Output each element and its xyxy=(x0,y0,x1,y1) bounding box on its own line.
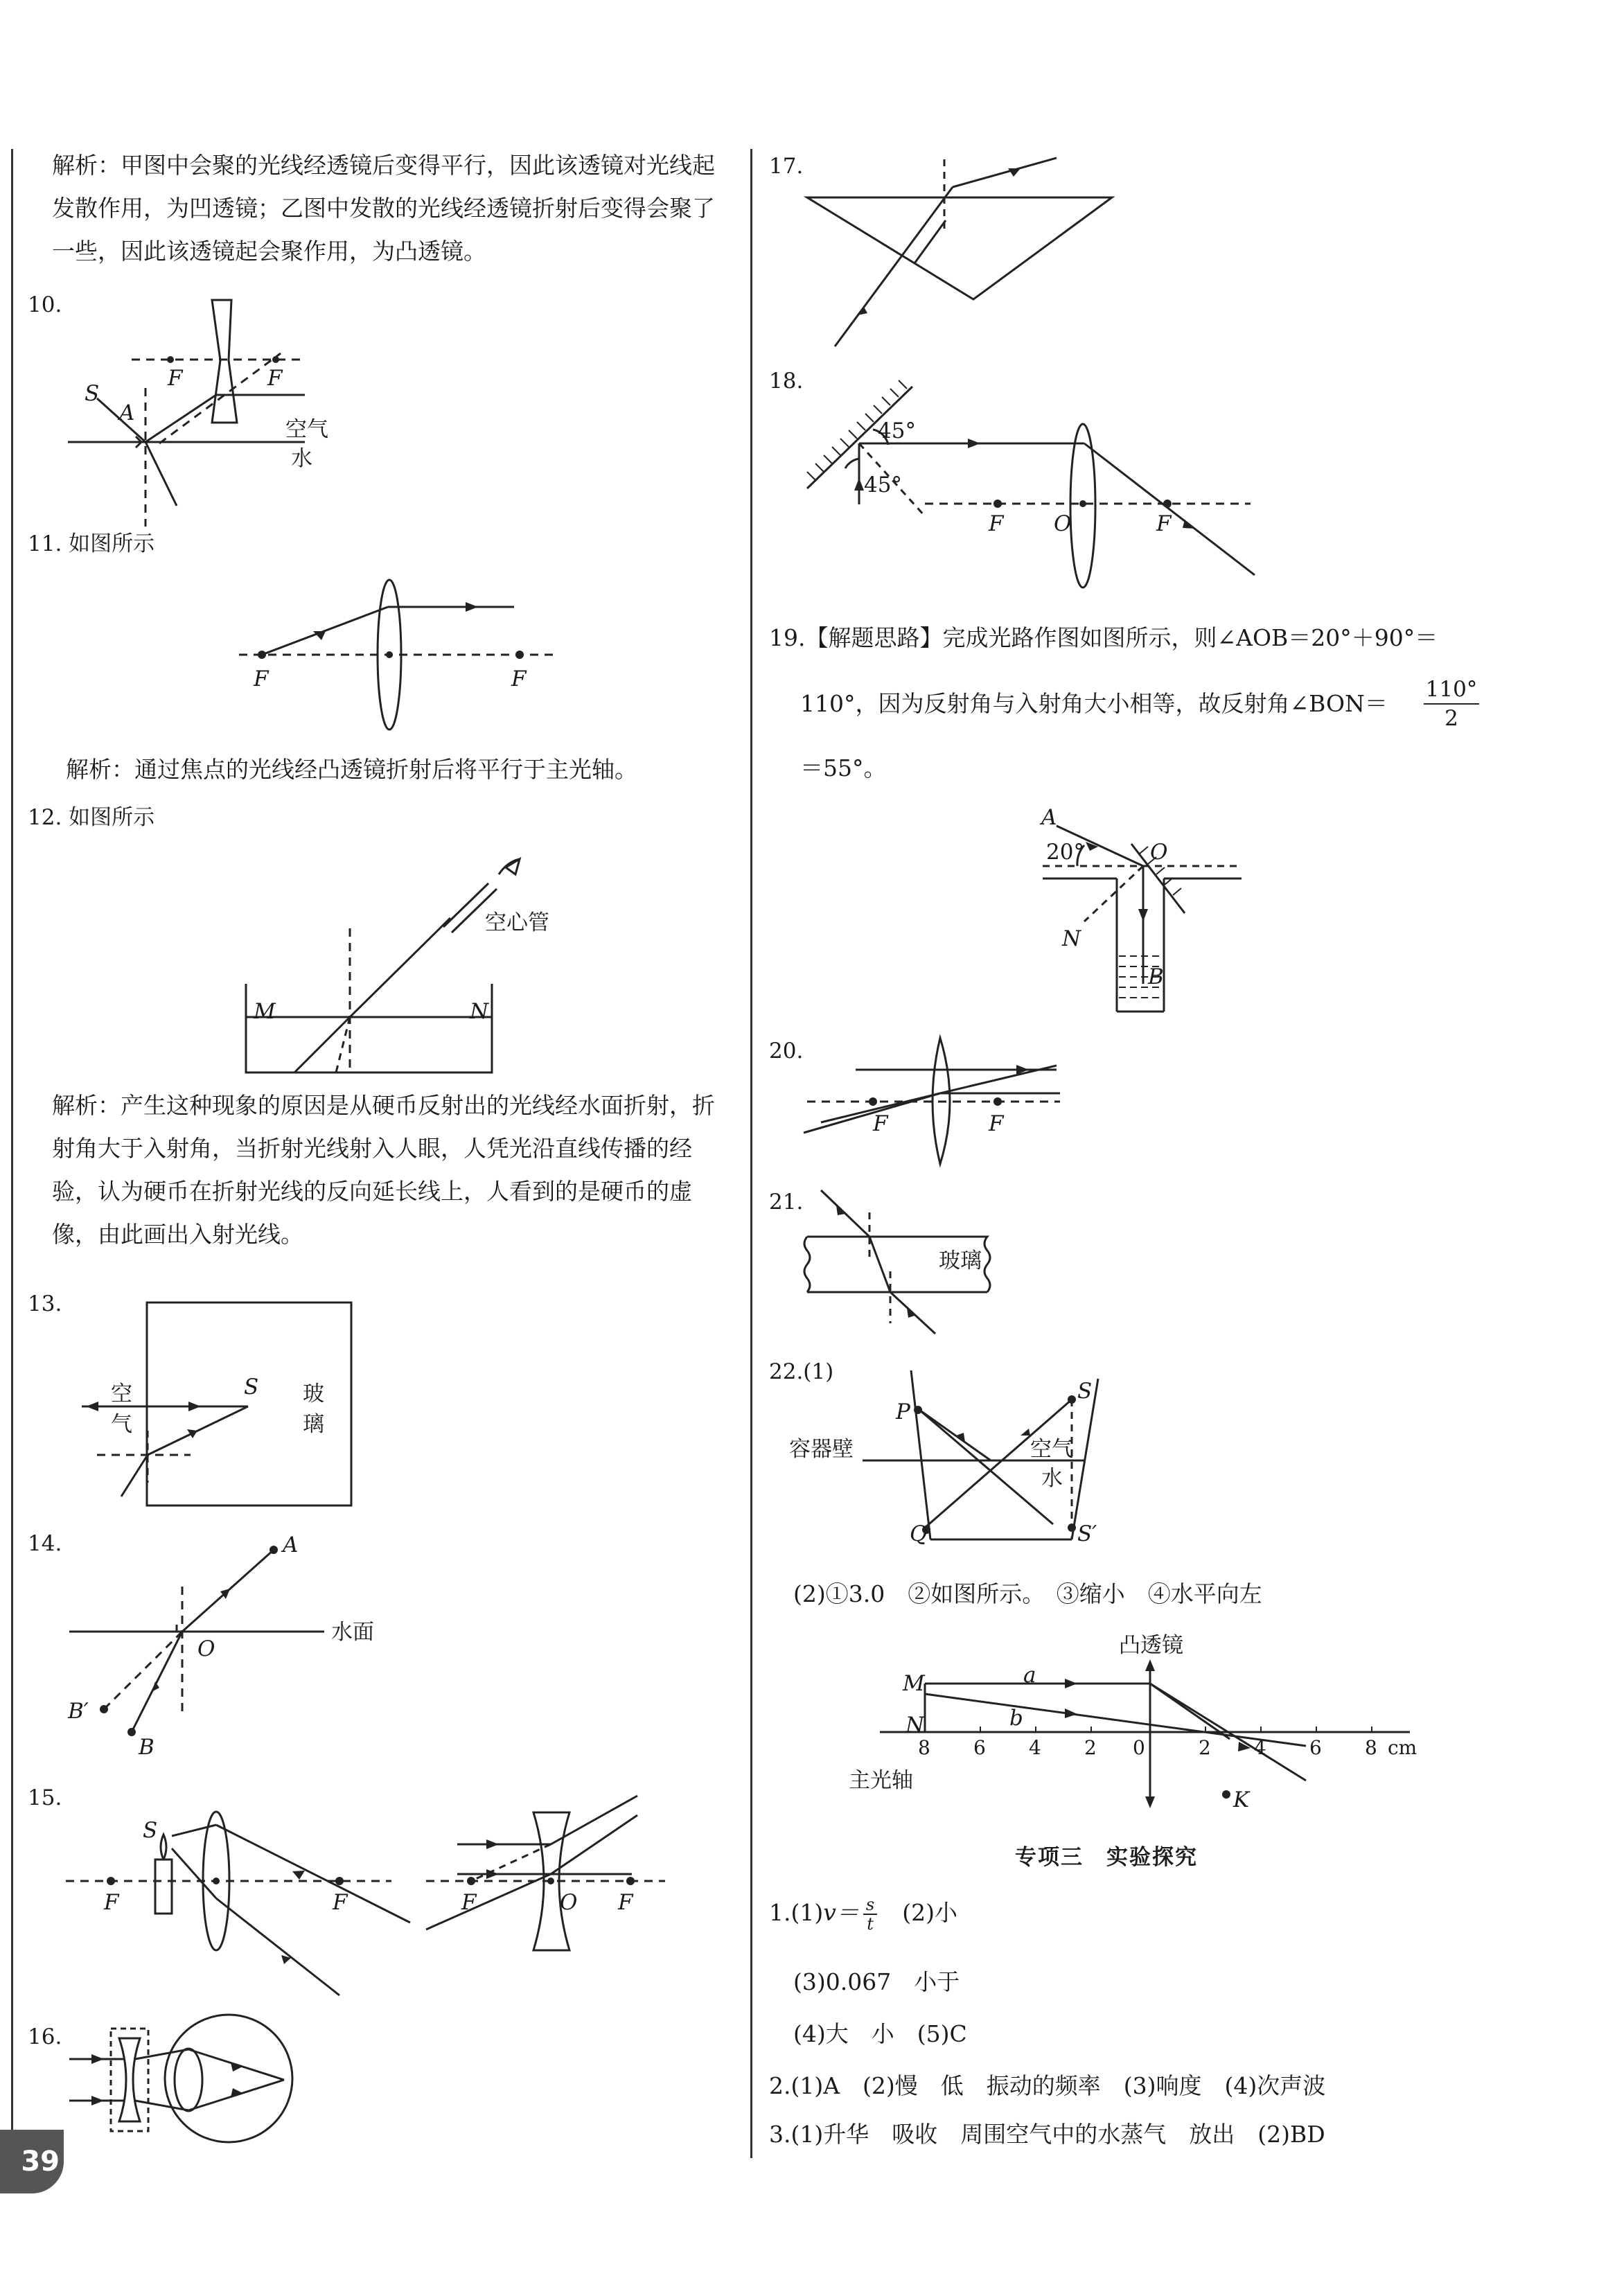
q20-number: 20. xyxy=(769,1039,804,1063)
tick-label: 8 xyxy=(1365,1736,1377,1759)
q22-label-K: K xyxy=(1233,1787,1250,1812)
q13-label-glass1: 玻 xyxy=(303,1381,324,1406)
tick-label: 0 xyxy=(1133,1736,1145,1759)
q11-analysis: 解析：通过焦点的光线经凸透镜折射后将平行于主光轴。 xyxy=(66,756,637,783)
q16-diagram xyxy=(0,0,752,2296)
tick-unit: cm xyxy=(1388,1736,1417,1759)
tick-label: 4 xyxy=(1254,1736,1266,1759)
q13-label-glass2: 璃 xyxy=(303,1412,324,1437)
exp1-line1 xyxy=(769,1891,957,1934)
q11-label-F1: F xyxy=(254,666,269,691)
q15-label-F4: F xyxy=(618,1890,633,1915)
q17-number: 17. xyxy=(769,154,804,179)
q22-label-air: 空气 xyxy=(1030,1437,1073,1462)
q22-label-N: N xyxy=(905,1713,925,1738)
q10-label-A: A xyxy=(119,400,135,425)
q12-analysis: 解析：产生这种现象的原因是从硬币反射出的光线经水面折射，折射角大于入射角，当折射光线射入人眼，人凭光沿直线传播的经验，认为硬币在折射光线的反向延长线上，人看到的是硬币的虚像，由此画出入射光线。 xyxy=(52,1092,715,1248)
q19-line3: ＝55°。 xyxy=(800,754,887,781)
q22-label-a: a xyxy=(1023,1663,1036,1688)
exp1-line2: (3)0.067 小于 xyxy=(793,1968,960,1995)
exp1-formula-num: s xyxy=(863,1896,877,1915)
q12-label-M: M xyxy=(254,999,276,1024)
exp1-prefix: 1.(1) xyxy=(769,1899,824,1926)
q14-label-surface: 水面 xyxy=(331,1620,374,1645)
q13-label-S: S xyxy=(244,1375,259,1399)
q22-label-wall: 容器壁 xyxy=(789,1437,854,1462)
q22-label-lens: 凸透镜 xyxy=(1119,1633,1183,1658)
tick-label: 2 xyxy=(1084,1736,1097,1759)
q19-label-N: N xyxy=(1062,926,1081,951)
q15-number: 15. xyxy=(28,1785,62,1810)
q19-fraction-numerator: 110° xyxy=(1424,675,1479,705)
tick-label: 2 xyxy=(1199,1736,1211,1759)
q10-label-water: 水 xyxy=(291,446,312,471)
q14-label-Bp: B′ xyxy=(68,1699,89,1724)
q14-number: 14. xyxy=(28,1531,62,1556)
q22-label-Q: Q xyxy=(910,1521,928,1546)
q22-diagram2 xyxy=(752,0,1599,2296)
q15-label-O: O xyxy=(560,1890,578,1915)
q22-label-S: S xyxy=(1077,1379,1093,1404)
q14-label-A: A xyxy=(283,1533,299,1557)
right-column xyxy=(752,0,1599,2296)
q18-label-angle2: 45° xyxy=(864,473,902,497)
section-title: 专项三 实验探究 xyxy=(1015,1845,1198,1870)
tick-label: 6 xyxy=(973,1736,986,1759)
q10-label-air: 空气 xyxy=(285,417,328,442)
q22-number: 22.(1) xyxy=(769,1359,834,1384)
q10-number: 10. xyxy=(28,292,62,317)
q22-label-Sp: S′ xyxy=(1077,1521,1097,1546)
q22-label-axis: 主光轴 xyxy=(849,1768,913,1793)
q13-number: 13. xyxy=(28,1291,62,1316)
q22-label-water: 水 xyxy=(1041,1466,1063,1491)
q15-label-F1: F xyxy=(104,1890,119,1915)
q12-number: 12. 如图所示 xyxy=(28,805,155,830)
q10-label-S: S xyxy=(85,381,100,406)
tick-label: 6 xyxy=(1309,1736,1322,1759)
q18-number: 18. xyxy=(769,369,804,394)
q19-label-A: A xyxy=(1041,805,1057,830)
q19-line2: 110°，因为反射角与入射角大小相等，故反射角∠BON＝ xyxy=(800,690,1388,717)
q22-part2: (2)①3.0 ②如图所示。 ③缩小 ④水平向左 xyxy=(793,1580,1262,1607)
exp1-part2: (2)小 xyxy=(902,1899,957,1926)
q20-label-F2: F xyxy=(989,1111,1004,1136)
item9-analysis: 解析：甲图中会聚的光线经透镜后变得平行，因此该透镜对光线起发散作用，为凹透镜；乙图中发散的光线经透镜折射后变得会聚了一些，因此该透镜起会聚作用，为凸透镜。 xyxy=(52,152,715,265)
q18-label-angle1: 45° xyxy=(878,418,916,443)
q15-label-F2: F xyxy=(333,1890,348,1915)
page-number: 39 xyxy=(0,2130,64,2193)
q19-label-angle: 20° xyxy=(1046,840,1084,865)
q21-number: 21. xyxy=(769,1190,804,1215)
exp1-line3: (4)大 小 (5)C xyxy=(793,2020,967,2047)
q15-label-S: S xyxy=(143,1818,158,1843)
q18-label-O: O xyxy=(1054,511,1072,536)
tick-label: 8 xyxy=(918,1736,930,1759)
exp2-line: 2.(1)A (2)慢 低 振动的频率 (3)响度 (4)次声波 xyxy=(769,2072,1326,2099)
q13-label-air1: 空 xyxy=(111,1381,132,1406)
q18-label-F2: F xyxy=(1156,511,1172,536)
q15-label-F3: F xyxy=(461,1890,477,1915)
q19-line1: 19.【解题思路】完成光路作图如图所示，则∠AOB＝20°＋90°＝ xyxy=(769,624,1438,651)
exp3-line: 3.(1)升华 吸收 周围空气中的水蒸气 放出 (2)BD xyxy=(769,2121,1325,2148)
q14-label-B: B xyxy=(139,1735,154,1760)
q22-label-b: b xyxy=(1009,1706,1023,1731)
q12-label-N: N xyxy=(470,999,489,1024)
exp1-formula-lhs: v＝ xyxy=(823,1899,859,1926)
q13-label-air2: 气 xyxy=(111,1412,132,1437)
q10-label-F2: F xyxy=(267,366,283,391)
q14-label-O: O xyxy=(197,1636,215,1661)
q10-label-F1: F xyxy=(168,366,183,391)
q20-label-F1: F xyxy=(873,1111,888,1136)
exp1-formula-frac xyxy=(863,1896,877,1933)
q11-number: 11. 如图所示 xyxy=(28,531,155,556)
exp1-formula-den: t xyxy=(867,1914,874,1934)
q11-label-F2: F xyxy=(511,666,527,691)
q22-axis-ticks xyxy=(752,1736,1599,1764)
q16-number: 16. xyxy=(28,2024,62,2049)
q22-label-M: M xyxy=(903,1671,925,1696)
q21-label-glass: 玻璃 xyxy=(939,1248,982,1273)
q19-label-O: O xyxy=(1150,840,1168,865)
q19-fraction-denominator: 2 xyxy=(1445,706,1458,731)
q18-label-F1: F xyxy=(989,511,1004,536)
q22-label-P: P xyxy=(896,1399,910,1424)
tick-label: 4 xyxy=(1029,1736,1041,1759)
q19-label-B: B xyxy=(1148,964,1164,989)
q12-label-tube: 空心管 xyxy=(485,910,549,935)
left-column xyxy=(0,0,752,2296)
